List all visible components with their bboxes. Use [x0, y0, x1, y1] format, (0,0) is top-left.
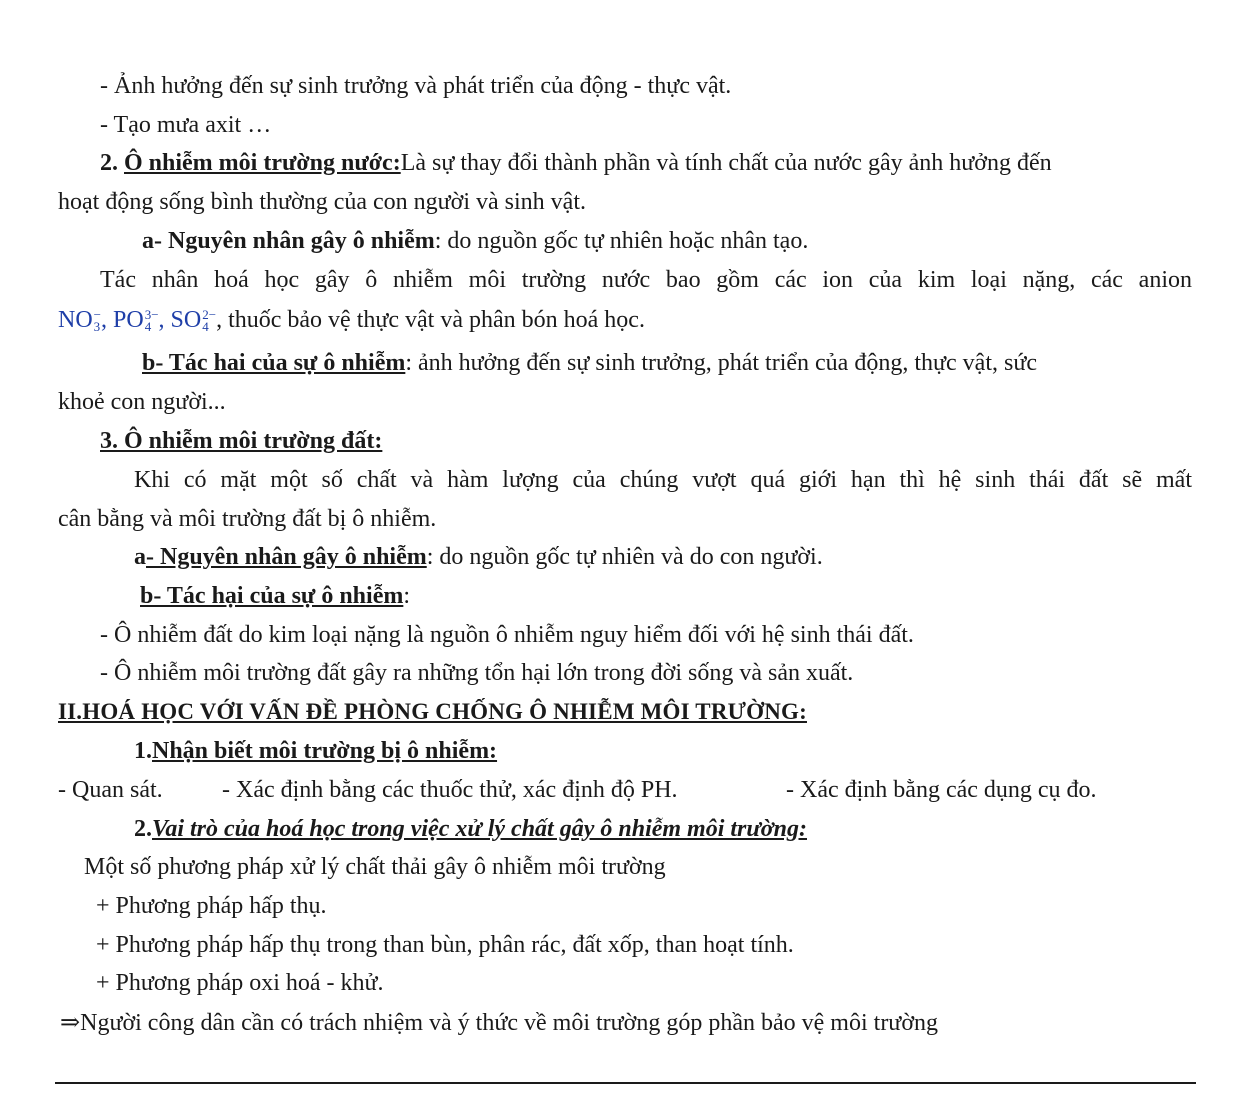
soil-intro: Khi có mặt một số chất và hàm lượng của chúng vượt quá giới hạn thì hệ sinh thái đất sẽ mất: [134, 467, 1192, 493]
bullet-acid-rain: - Tạo mưa axit …: [100, 112, 272, 138]
identify-method-instrument: - Xác định bằng các dụng cụ đo.: [786, 777, 1097, 803]
soil-intro-cont: cân bằng và môi trường đất bị ô nhiễm.: [58, 506, 437, 532]
water-cause-heading: a- Nguyên nhân gây ô nhiễm: [142, 228, 435, 254]
anions-line: NO − 3 , PO 3− 4 , SO 2− 4 , thuốc bảo vệ thực vật và phân bón hoá học.: [58, 307, 645, 335]
section-heading-soil: 3. Ô nhiễm môi trường đất:: [100, 428, 383, 454]
treatment-intro: Một số phương pháp xử lý chất thải gây ô nhiễm môi trường: [84, 854, 666, 880]
identify-method-reagent: - Xác định bằng các thuốc thử, xác định độ PH.: [222, 777, 678, 803]
part-ii-heading: II.HOÁ HỌC VỚI VẤN ĐỀ PHÒNG CHỐNG Ô NHIỄM MÔI TRƯỜNG:: [58, 699, 807, 724]
section-number: 2.: [100, 150, 124, 176]
subsection-role: 2.Vai trò của hoá học trong việc xử lý chất gây ô nhiễm môi trường:: [134, 816, 807, 842]
bullet-growth-effect: - Ảnh hưởng đến sự sinh trưởng và phát triển của động - thực vật.: [100, 73, 732, 99]
soil-cause: a- Nguyên nhân gây ô nhiễm: do nguồn gốc tự nhiên và do con người.: [134, 544, 823, 570]
implies-arrow-icon: ⇒: [60, 1010, 81, 1036]
water-harm-heading: b- Tác hai của sự ô nhiễm: [142, 350, 406, 376]
soil-harm: b- Tác hại của sự ô nhiễm:: [140, 583, 411, 609]
soil-harm-bullet-2: - Ô nhiễm môi trường đất gây ra những tổn hại lớn trong đời sống và sản xuất.: [100, 660, 854, 686]
treatment-method-1: + Phương pháp hấp thụ.: [96, 893, 327, 919]
water-harm: [142, 348, 1037, 378]
water-cause-text: : do nguồn gốc tự nhiên hoặc nhân tạo.: [434, 228, 809, 254]
footer-rule: [55, 1082, 1196, 1084]
water-harm-text: : ảnh hưởng đến sự sinh trưởng, phát triển của động, thực vật, sức: [405, 350, 1037, 376]
chemical-agents-text: Tác nhân hoá học gây ô nhiễm môi trường nước bao gồm các ion của kim loại nặng, các anion: [100, 267, 1192, 293]
anions-text: , thuốc bảo vệ thực vật và phân bón hoá học.: [216, 307, 645, 333]
subsection-identify: 1.Nhận biết môi trường bị ô nhiễm:: [134, 738, 498, 764]
water-cause: [142, 226, 808, 256]
ion-no3: NO − 3: [58, 307, 102, 335]
ion-so4: SO 2− 4: [170, 307, 217, 335]
subsection-role-heading: Vai trò của hoá học trong việc xử lý chất gây ô nhiễm môi trường:: [152, 816, 807, 842]
soil-cause-text: : do nguồn gốc tự nhiên và do con người.: [426, 544, 823, 570]
soil-harm-bullet-1: - Ô nhiễm đất do kim loại nặng là nguồn ô nhiễm nguy hiểm đối với hệ sinh thái đất.: [100, 622, 914, 648]
water-harm-cont: khoẻ con người...: [58, 389, 226, 415]
soil-harm-heading: b- Tác hại của sự ô nhiễm: [140, 583, 404, 609]
treatment-method-2: + Phương pháp hấp thụ trong than bùn, phân rác, đất xốp, than hoạt tính.: [96, 932, 794, 958]
soil-cause-heading: - Nguyên nhân gây ô nhiễm: [146, 544, 427, 570]
identify-method-observe: - Quan sát.: [58, 777, 163, 803]
section-heading-water: Ô nhiễm môi trường nước:: [124, 150, 401, 176]
ion-po4: PO 3− 4: [113, 307, 159, 335]
water-definition-cont: hoạt động sống bình thường của con người và sinh vật.: [58, 189, 586, 215]
section-text: Là sự thay đổi thành phần và tính chất của nước gây ảnh hưởng đến: [400, 150, 1052, 176]
conclusion: [60, 1008, 938, 1038]
subsection-identify-heading: Nhận biết môi trường bị ô nhiễm:: [152, 738, 498, 764]
conclusion-text: Người công dân cần có trách nhiệm và ý thức về môi trường góp phần bảo vệ môi trường: [80, 1010, 939, 1036]
treatment-method-3: + Phương pháp oxi hoá - khử.: [96, 970, 384, 996]
section-water-pollution: [100, 148, 1192, 178]
